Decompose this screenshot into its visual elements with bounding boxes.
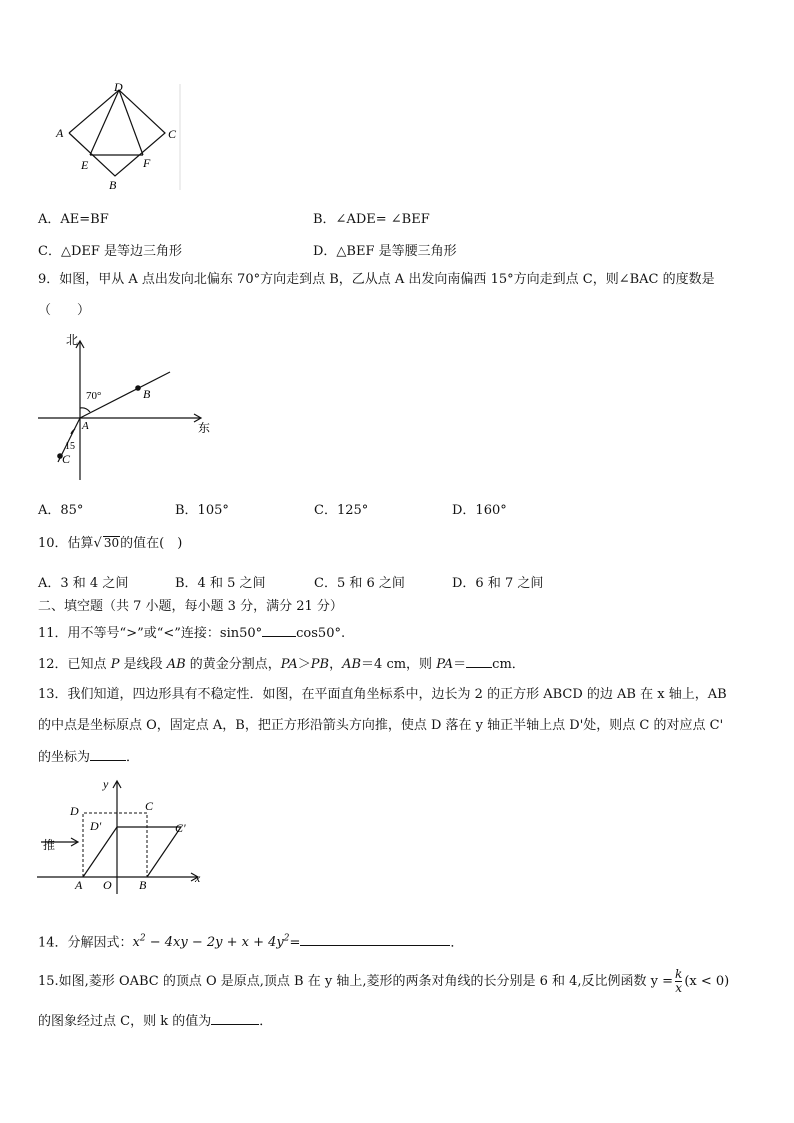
point-Dp-label: D' <box>90 819 102 833</box>
q11-question <box>38 624 345 643</box>
q15-answer-blank[interactable] <box>211 1012 259 1025</box>
q11-answer-blank[interactable] <box>262 624 296 637</box>
rhombus-figure <box>50 78 190 193</box>
q10-question <box>38 535 182 553</box>
q15-fraction <box>675 968 682 995</box>
q12-pb: PB <box>310 657 330 672</box>
q12-ab-2: AB <box>342 657 362 672</box>
angle-70-label: 70° <box>86 390 102 402</box>
q9-option-a: A．85° <box>38 503 84 518</box>
q10-option-c: C．5 和 6 之间 <box>314 576 405 591</box>
label-E: E <box>81 158 89 172</box>
label-D: D <box>114 80 123 94</box>
q14-expression: $x^2 - 4xy - 2y + x + 4y^2$ <box>132 934 290 951</box>
y-axis-label: y <box>103 777 109 791</box>
push-label: 推 <box>43 838 56 852</box>
q12-eq: ＝ <box>453 657 467 672</box>
q13-line-3-end: ． <box>126 750 140 765</box>
q15-line-2 <box>38 1012 272 1031</box>
q9-option-d: D．160° <box>452 503 507 518</box>
q10-suffix: 的值在( ) <box>120 536 183 551</box>
q14-prefix: 14．分解因式： <box>38 935 133 951</box>
q12-answer-blank[interactable] <box>466 655 492 668</box>
q13-line-3-text: 的坐标为 <box>38 750 91 765</box>
point-C-label: C <box>62 452 71 466</box>
q12-pa: PA <box>280 657 298 672</box>
q10-option-b: B．4 和 5 之间 <box>175 576 266 591</box>
label-A: A <box>56 126 64 140</box>
q10-option-a: A．3 和 4 之间 <box>38 576 129 591</box>
q11-prefix: 11．用不等号“>”或“<”连接：sin50° <box>38 626 263 641</box>
q13-line-3 <box>38 748 139 767</box>
q14-answer-blank[interactable] <box>300 933 450 946</box>
q15-line-2-text: 的图象经过点 C，则 k 的值为 <box>38 1014 212 1029</box>
point-A-label: A <box>82 420 89 432</box>
q15-line-1 <box>38 966 729 998</box>
q9-answer-bracket: （ ） <box>38 303 91 318</box>
point-B-label: B <box>143 387 151 401</box>
q10-radicand: 30 <box>103 536 120 550</box>
angle-15-label: 15 <box>65 441 75 452</box>
q9-question: 9．如图，甲从 A 点出发向北偏东 70°方向走到点 B，乙从点 A 出发向南偏西 15°方向走到点 C，则∠BAC 的度数是 <box>38 272 715 287</box>
q12-question <box>38 655 525 674</box>
point-C-label: C <box>145 799 154 813</box>
coordinate-figure <box>35 772 215 897</box>
q15-line-2-end: ． <box>259 1014 273 1029</box>
compass-figure <box>30 330 220 485</box>
q15-condition: (x < 0) <box>684 974 730 989</box>
sqrt-symbol: √ <box>93 536 102 551</box>
q12-text-4: ＝4 cm，则 <box>361 657 437 672</box>
point-B-label: B <box>139 878 147 892</box>
q14-equals: = <box>289 935 301 951</box>
q10-prefix: 10．估算 <box>38 536 94 551</box>
q9-option-c: C．125° <box>314 503 369 518</box>
q12-unit: cm． <box>492 657 525 672</box>
q11-suffix: cos50°. <box>296 626 346 641</box>
q12-pa-2: PA <box>436 657 454 672</box>
q12-comma: ， <box>329 657 343 672</box>
q14-suffix: ． <box>450 935 464 951</box>
point-D-label: D <box>70 804 79 818</box>
q12-text-2: 是线段 <box>119 657 167 672</box>
section-heading: 二、填空题（共 7 小题，每小题 3 分，满分 21 分） <box>38 599 343 614</box>
q8-option-b: B．∠ADE= ∠BEF <box>313 212 430 227</box>
q12-gt: ＞ <box>297 657 311 672</box>
q13-line-2: 的中点是坐标原点 O，固定点 A，B，把正方形沿箭头方向推，使点 D 落在 y 轴正半轴上点 D'处，则点 C 的对应点 C' <box>38 718 724 733</box>
x-axis-label: x <box>195 871 201 885</box>
point-Cp-label: C' <box>175 821 186 835</box>
label-B: B <box>109 178 117 192</box>
q12-text-1: 12．已知点 <box>38 657 111 672</box>
label-C: C <box>168 127 177 141</box>
q8-option-c: C．△DEF 是等边三角形 <box>38 244 183 259</box>
point-A-label: A <box>75 878 83 892</box>
q9-option-b: B．105° <box>175 503 229 518</box>
q14-question <box>38 930 463 952</box>
q10-option-d: D．6 和 7 之间 <box>452 576 544 591</box>
origin-O-label: O <box>103 878 112 892</box>
north-label: 北 <box>66 333 79 347</box>
q15-text: 15.如图,菱形 OABC 的顶点 O 是原点,顶点 B 在 y 轴上,菱形的两条对角线的长分别是 6 和 4,反比例函数 y = <box>38 974 674 989</box>
q13-line-1: 13．我们知道，四边形具有不稳定性．如图，在平面直角坐标系中，边长为 2 的正方形 ABCD 的边 AB 在 x 轴上，AB <box>38 687 727 702</box>
q8-option-a: A．AE=BF <box>38 212 109 227</box>
fraction-denominator: x <box>675 981 683 995</box>
label-F: F <box>143 156 151 170</box>
fraction-numerator: k <box>675 967 683 981</box>
q12-text-3: 的黄金分割点， <box>185 657 281 672</box>
q12-segment-ab: AB <box>166 657 186 672</box>
east-label: 东 <box>198 421 211 435</box>
q12-point-p: P <box>110 657 120 672</box>
q13-answer-blank[interactable] <box>90 748 126 761</box>
q8-option-d: D．△BEF 是等腰三角形 <box>313 244 457 259</box>
